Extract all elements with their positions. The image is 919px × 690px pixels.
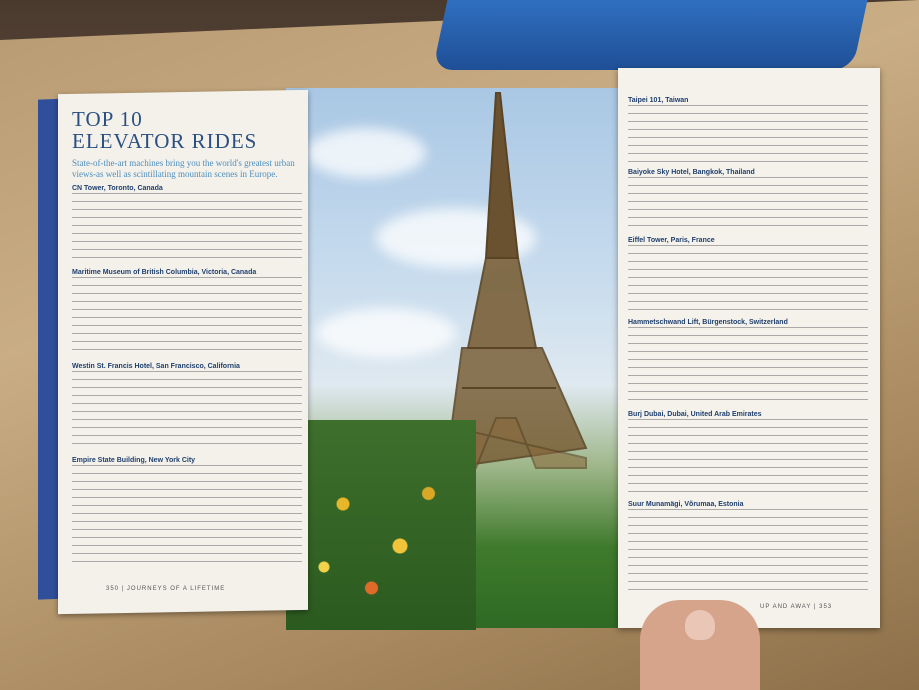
entry-3 <box>72 362 302 451</box>
entry-title: Eiffel Tower, Paris, France <box>628 237 715 244</box>
entry-title: Maritime Museum of British Columbia, Victoria, Canada <box>72 269 257 276</box>
entry-body-lines <box>628 327 868 407</box>
right-page-footer: UP AND AWAY | 353 <box>760 604 833 610</box>
entry-body-lines <box>628 177 868 233</box>
blue-bag <box>433 0 868 70</box>
entry-2 <box>72 268 302 357</box>
entry-body-lines <box>72 277 302 357</box>
holding-hand <box>640 600 760 690</box>
entry-body-lines <box>72 371 302 451</box>
entry-body-lines <box>628 509 868 591</box>
entry-9 <box>628 410 868 499</box>
entry-10 <box>628 500 868 591</box>
entry-body-lines <box>628 105 868 165</box>
entry-title: Westin St. Francis Hotel, San Francisco, California <box>72 363 240 370</box>
entry-8 <box>628 318 868 407</box>
entry-title: Taipei 101, Taiwan <box>628 97 689 104</box>
entry-title: Suur Munamägi, Võrumaa, Estonia <box>628 501 744 508</box>
entry-body-lines <box>72 193 302 263</box>
entry-1 <box>72 184 302 263</box>
entry-title: Burj Dubai, Dubai, United Arab Emirates <box>628 411 762 418</box>
thumbnail <box>685 610 715 640</box>
entry-body-lines <box>628 245 868 315</box>
entry-body-lines <box>72 465 302 565</box>
page-title-line2: ELEVATOR RIDES <box>72 129 258 153</box>
entry-6 <box>628 168 868 233</box>
entry-title: Hammetschwand Lift, Bürgenstock, Switzerland <box>628 319 788 326</box>
page-title-line1: TOP 10 <box>72 107 143 131</box>
flower-garden <box>286 420 476 630</box>
entry-5 <box>628 96 868 165</box>
entry-7 <box>628 236 868 315</box>
entry-title: Baiyoke Sky Hotel, Bangkok, Thailand <box>628 169 755 176</box>
entry-title: Empire State Building, New York City <box>72 457 196 464</box>
intro-text: State-of-the-art machines bring you the world's greatest urban views-as well as scintillating mountain scenes in Europe. <box>72 158 295 179</box>
entry-body-lines <box>628 419 868 499</box>
entry-title: CN Tower, Toronto, Canada <box>72 185 163 192</box>
entry-4 <box>72 456 302 565</box>
left-page-footer: 350 | JOURNEYS OF A LIFETIME <box>106 586 226 592</box>
left-page-header <box>72 108 302 180</box>
